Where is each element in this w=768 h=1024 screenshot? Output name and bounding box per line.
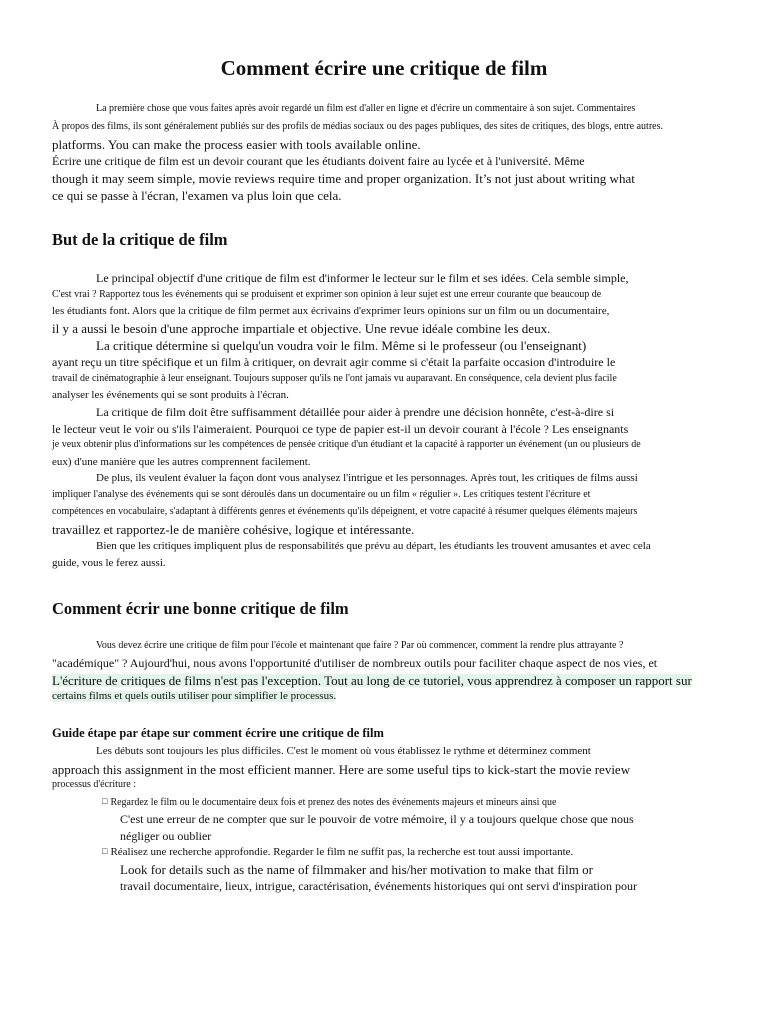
bullet-item [102, 797, 556, 808]
paragraph-line: Bien que les critiques impliquent plus de responsabilités que prévu au départ, les étudiants les trouvent amusantes et avec cela [96, 540, 651, 552]
paragraph-line: ayant reçu un titre spécifique et un film à critiquer, on devrait agir comme si c'était la parfaite occasion d'introduire le [52, 355, 616, 369]
paragraph-line: eux) d'une manière que les autres comprennent facilement. [52, 456, 311, 468]
section-heading-purpose: But de la critique de film [52, 230, 228, 249]
page-title: Comment écrire une critique de film [220, 56, 548, 80]
section-heading-how-to: Comment écrir une bonne critique de film [52, 599, 349, 618]
paragraph-line: travaillez et rapportez-le de manière cohésive, logique et intéressante. [52, 522, 415, 537]
paragraph-line: il y a aussi le besoin d'une approche impartiale et objective. Une revue idéale combine les deux. [52, 321, 551, 336]
bullet-subline: négliger ou oublier [120, 829, 212, 843]
paragraph-line: guide, vous le ferez aussi. [52, 557, 166, 569]
paragraph-line: La critique détermine si quelqu'un voudra voir le film. Même si le professeur (ou l'enseignant) [96, 338, 587, 353]
intro-line: À propos des films, ils sont généralement publiés sur des profils de médias sociaux ou des pages publiques, des sites de critiques, des blogs, entre autres. [52, 121, 663, 132]
intro-line: though it may seem simple, movie reviews require time and proper organization. It’s not just about writing what [52, 171, 635, 186]
paragraph-line: De plus, ils veulent évaluer la façon dont vous analysez l'intrigue et les personnages. Après tout, les critiques de films aussi [96, 472, 638, 484]
intro-line: platforms. You can make the process easier with tools available online. [52, 137, 421, 152]
paragraph-line: je veux obtenir plus d'informations sur les compétences de pensée critique d'un étudiant et la capacité à rapporter un événement (un ou plusieurs de [52, 439, 641, 450]
bullet-subline: Look for details such as the name of filmmaker and his/her motivation to make that film or [120, 862, 593, 877]
bullet-subline: C'est une erreur de ne compter que sur le pouvoir de votre mémoire, il y a toujours quelque chose que nous [120, 812, 634, 826]
paragraph-line: "académique" ? Aujourd'hui, nous avons l'opportunité d'utiliser de nombreux outils pour faciliter chaque aspect de nos vies, et [52, 656, 658, 670]
paragraph-line: les étudiants font. Alors que la critique de film permet aux écrivains d'exprimer leurs opinions sur un film ou un documentaire, [52, 305, 610, 317]
intro-line: ce qui se passe à l'écran, l'examen va plus loin que cela. [52, 188, 342, 203]
paragraph-line: le lecteur veut le voir ou s'ils l'aimeraient. Pourquoi ce type de papier est-il un devoir courant à l'école ? Les enseignants [52, 422, 629, 436]
bullet-text: Réalisez une recherche approfondie. Regarder le film ne suffit pas, la recherche est tout aussi importante. [110, 846, 574, 858]
paragraph-line: approach this assignment in the most efficient manner. Here are some useful tips to kick-start the movie review [52, 762, 631, 777]
paragraph-line: analyser les événements qui se sont produits à l'écran. [52, 389, 289, 401]
bullet-text: Regardez le film ou le documentaire deux fois et prenez des notes des événements majeurs et mineurs ainsi que [110, 797, 557, 808]
section-heading-guide: Guide étape par étape sur comment écrire une critique de film [52, 726, 384, 740]
intro-line: Écrire une critique de film est un devoir courant que les étudiants doivent faire au lycée et à l'université. Même [52, 154, 585, 168]
paragraph-line: C'est vrai ? Rapportez tous les événements qui se produisent et exprimer son opinion à leur sujet est une erreur courante que beaucoup de [52, 289, 602, 300]
highlighted-line: L'écriture de critiques de films n'est pas l'exception. Tout au long de ce tutoriel, vous apprendrez à composer un rapport sur [52, 673, 692, 688]
paragraph-line: Le principal objectif d'une critique de film est d'informer le lecteur sur le film et ses idées. Cela semble simple, [96, 271, 629, 285]
paragraph-line: compétences en vocabulaire, s'adaptant à différents genres et événements qu'ils dépeignent, et votre capacité à résumer quelques éléments majeurs [52, 506, 638, 517]
bullet-item [102, 847, 573, 858]
square-bullet-icon: □ [102, 796, 108, 806]
paragraph-line: processus d'écriture : [52, 779, 136, 790]
intro-line: La première chose que vous faites après avoir regardé un film est d'aller en ligne et d'écrire un commentaire à son sujet. Commentaires [96, 103, 636, 114]
bullet-subline: travail documentaire, lieux, intrigue, caractérisation, événements historiques qui ont servi d'inspiration pour [120, 879, 638, 893]
square-bullet-icon: □ [102, 846, 108, 856]
paragraph-line: La critique de film doit être suffisamment détaillée pour aider à prendre une décision honnête, c'est-à-dire si [96, 405, 615, 419]
paragraph-line: Vous devez écrire une critique de film pour l'école et maintenant que faire ? Par où commencer, comment la rendre plus attrayante ? [96, 640, 624, 651]
paragraph-line: impliquer l'analyse des événements qui se sont déroulés dans un documentaire ou un film « régulier ». Les critiques testent l'écriture et [52, 489, 591, 500]
highlighted-line: certains films et quels outils utiliser pour simplifier le processus. [52, 690, 337, 702]
paragraph-line: travail de cinématographie à leur enseignant. Toujours supposer qu'ils ne l'ont jamais vu auparavant. En conséquence, cela devient plus facile [52, 373, 617, 384]
paragraph-line: Les débuts sont toujours les plus difficiles. C'est le moment où vous établissez le rythme et déterminez comment [96, 745, 591, 757]
